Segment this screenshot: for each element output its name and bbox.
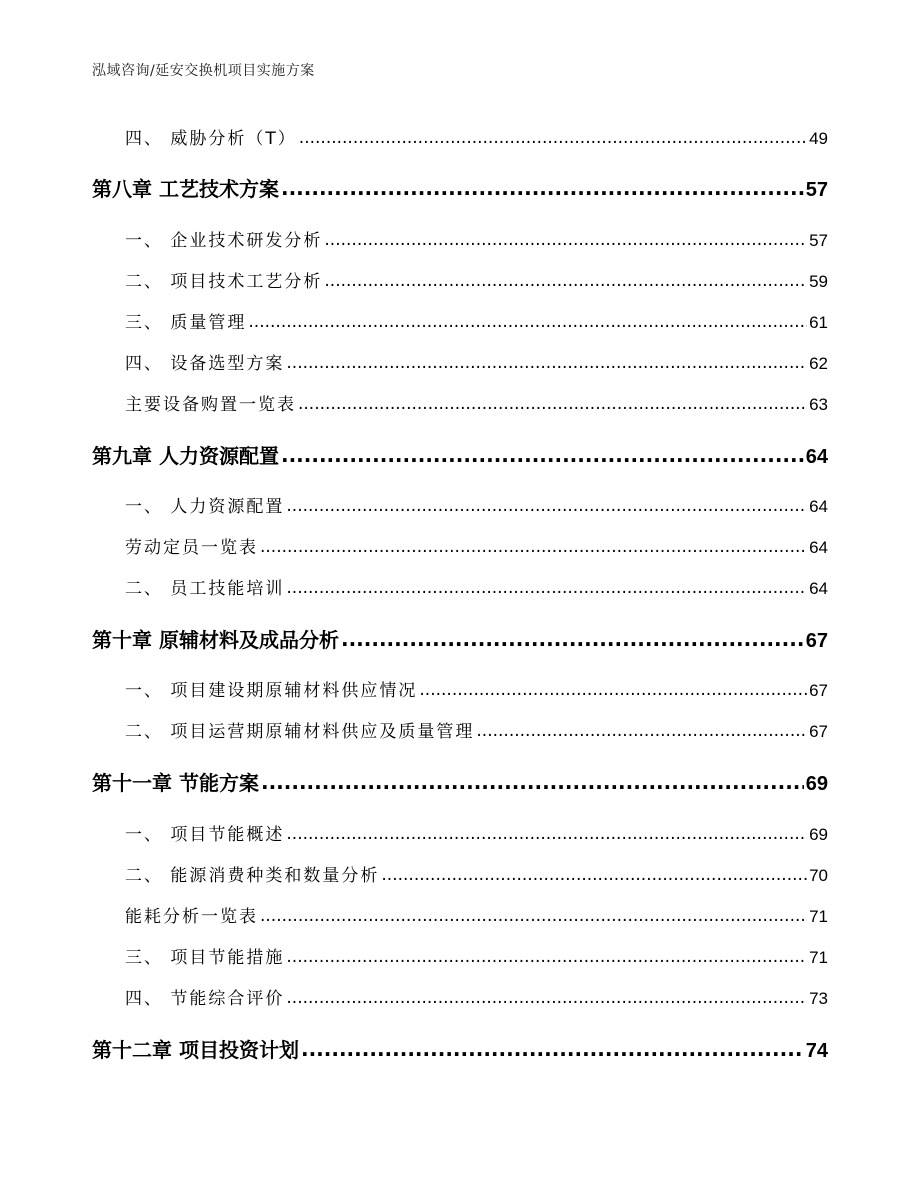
toc-leader-dots <box>381 865 807 885</box>
toc-chapter-page: 74 <box>805 1040 828 1062</box>
toc-entry[interactable] <box>125 820 828 845</box>
toc-entry-title: 二、 项目运营期原辅材料供应及质量管理 <box>125 722 475 742</box>
toc-entry[interactable] <box>125 861 828 886</box>
toc-entry-title: 劳动定员一览表 <box>125 538 258 558</box>
toc-entry-title: 二、 项目技术工艺分析 <box>125 272 323 292</box>
toc-leader-dots <box>286 988 807 1008</box>
toc-leader-dots <box>286 578 807 598</box>
toc-leader-dots <box>299 128 807 148</box>
toc-leader-dots <box>248 312 807 332</box>
toc-entry-page: 49 <box>809 129 828 148</box>
toc-entry[interactable] <box>125 943 828 968</box>
toc-entry-title: 能耗分析一览表 <box>125 907 258 927</box>
toc-leader-dots <box>324 271 807 291</box>
toc-leader-dots <box>476 721 807 741</box>
toc-leader-dots <box>260 537 807 557</box>
toc-leader-dots <box>286 496 807 516</box>
toc-entry-title: 二、 能源消费种类和数量分析 <box>125 866 380 886</box>
toc-leader-dots <box>286 824 807 844</box>
toc-leader-dots <box>341 627 804 651</box>
toc-chapter-title: 第十二章 项目投资计划 <box>92 1038 299 1062</box>
toc-entry-page: 73 <box>809 989 828 1008</box>
toc-entry-page: 62 <box>809 354 828 373</box>
toc-entry-title: 四、 节能综合评价 <box>125 989 285 1009</box>
toc-chapter-title: 第九章 人力资源配置 <box>92 444 279 468</box>
toc-entry[interactable] <box>125 308 828 333</box>
toc-chapter-entry[interactable] <box>92 624 828 653</box>
toc-leader-dots <box>281 443 804 467</box>
toc-leader-dots <box>301 1037 804 1061</box>
toc-entry[interactable] <box>125 676 828 701</box>
toc-chapter-entry[interactable] <box>92 173 828 202</box>
toc-entry-title: 二、 员工技能培训 <box>125 579 285 599</box>
toc-entry[interactable] <box>125 574 828 599</box>
toc-chapter-entry[interactable] <box>92 1034 828 1063</box>
toc-chapter-page: 69 <box>805 773 828 795</box>
toc-entry-title: 四、 设备选型方案 <box>125 354 285 374</box>
toc-leader-dots <box>260 906 807 926</box>
toc-entry-page: 59 <box>809 272 828 291</box>
toc-leader-dots <box>419 680 807 700</box>
toc-entry-page: 67 <box>809 722 828 741</box>
toc-entry[interactable] <box>125 902 828 927</box>
toc-entry-title: 三、 质量管理 <box>125 313 247 333</box>
toc-chapter-entry[interactable] <box>92 767 828 796</box>
toc-entry-page: 63 <box>809 395 828 414</box>
toc-entry[interactable] <box>125 226 828 251</box>
toc-chapter-page: 67 <box>805 630 828 652</box>
toc-chapter-title: 第十一章 节能方案 <box>92 771 259 795</box>
running-header: 泓域咨询/延安交换机项目实施方案 <box>92 63 315 79</box>
toc-entry[interactable] <box>125 124 828 149</box>
toc-entry[interactable] <box>125 492 828 517</box>
toc-chapter-title: 第八章 工艺技术方案 <box>92 177 279 201</box>
toc-entry-title: 主要设备购置一览表 <box>125 395 296 415</box>
toc-entry-page: 71 <box>809 907 828 926</box>
toc-leader-dots <box>298 394 807 414</box>
toc-chapter-page: 57 <box>805 179 828 201</box>
toc-leader-dots <box>261 770 804 794</box>
toc-entry-page: 64 <box>809 579 828 598</box>
toc-entry[interactable] <box>125 390 828 415</box>
toc-entry-title: 一、 项目建设期原辅材料供应情况 <box>125 681 418 701</box>
toc-chapter-title: 第十章 原辅材料及成品分析 <box>92 628 339 652</box>
toc-entry-title: 四、 威胁分析（T） <box>125 129 297 149</box>
toc-leader-dots <box>324 230 807 250</box>
toc-entry-page: 70 <box>809 866 828 885</box>
toc-leader-dots <box>281 176 804 200</box>
toc-entry-page: 64 <box>809 497 828 516</box>
toc-chapter-entry[interactable] <box>92 440 828 469</box>
toc-chapter-page: 64 <box>805 446 828 468</box>
toc-entry-page: 71 <box>809 948 828 967</box>
toc-entry-title: 一、 人力资源配置 <box>125 497 285 517</box>
toc-entry-page: 67 <box>809 681 828 700</box>
toc-entry-page: 64 <box>809 538 828 557</box>
toc-entry-page: 61 <box>809 313 828 332</box>
toc-leader-dots <box>286 947 807 967</box>
toc-leader-dots <box>286 353 807 373</box>
toc-entry-title: 一、 项目节能概述 <box>125 825 285 845</box>
toc-entry[interactable] <box>125 984 828 1009</box>
toc-entry-title: 一、 企业技术研发分析 <box>125 231 323 251</box>
toc-entry[interactable] <box>125 533 828 558</box>
toc-entry[interactable] <box>125 717 828 742</box>
toc-entry-page: 57 <box>809 231 828 250</box>
toc-entry-page: 69 <box>809 825 828 844</box>
toc-entry[interactable] <box>125 349 828 374</box>
toc-entry[interactable] <box>125 267 828 292</box>
toc-entry-title: 三、 项目节能措施 <box>125 948 285 968</box>
